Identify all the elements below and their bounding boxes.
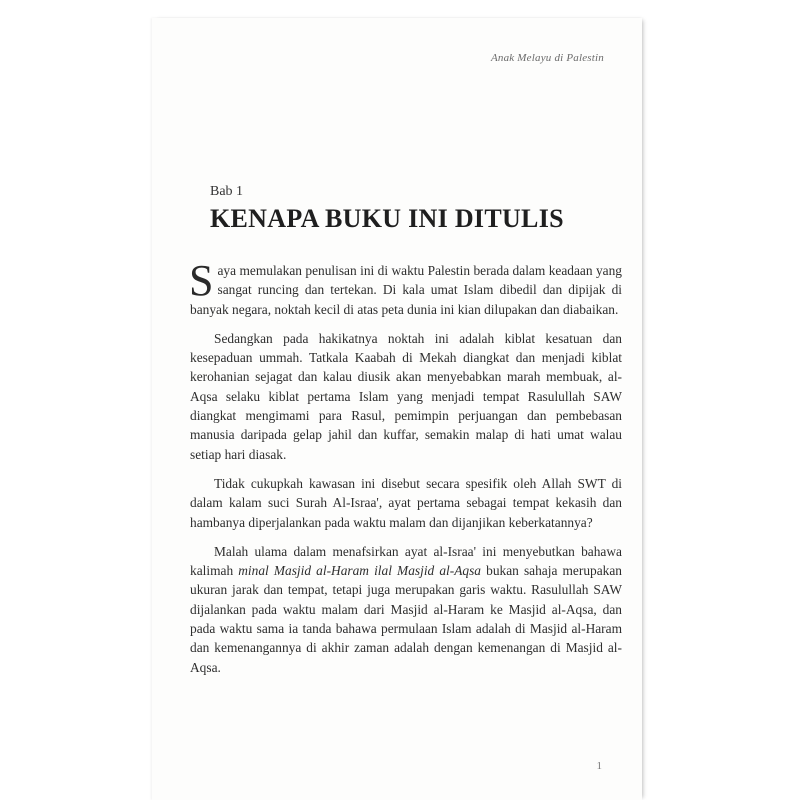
- paragraph-3: [190, 474, 622, 532]
- drop-cap: S: [189, 256, 214, 305]
- paragraph-3-text: Tidak cukupkah kawasan ini disebut secara spesifik oleh Allah SWT di dalam kalam suci Surah Al-Israa', ayat pertama sebagai tempat kekasih dan hambanya diperjalankan pada waktu malam dan dijanjikan keberkatannya?: [190, 475, 622, 530]
- paragraph-4-text-end: bukan sahaja merupakan ukuran jarak dan tempat, tetapi juga merupakan garis waktu. Rasulullah SAW dijalankan pada waktu malam dari Masjid al-Haram ke Masjid al-Aqsa, dan pada waktu sama ia tanda bahawa permulaan Islam adalah di Masjid al-Haram dan kemenangannya di akhir zaman adalah dengan kemenangan di Masjid al-Aqsa.: [190, 563, 623, 675]
- running-header: Anak Melayu di Palestin: [490, 52, 604, 64]
- book-page: [152, 18, 642, 800]
- page-number: 1: [596, 760, 602, 772]
- paragraph-2: [190, 329, 622, 464]
- paragraph-1-text: aya memulakan penulisan ini di waktu Palestin berada dalam keadaan yang sangat runcing dan tertekan. Di kala umat Islam dibedil dan dipijak di banyak negara, noktah kecil di atas peta dunia ini kian dilupakan dan diabaikan.: [190, 263, 622, 317]
- paragraph-4: [190, 542, 622, 677]
- chapter-label: Bab 1: [210, 184, 244, 199]
- body-text: [189, 256, 623, 687]
- paragraph-4-emphasis: minal Masjid al-Haram ilal Masjid al-Aqsa: [238, 563, 482, 579]
- paragraph-2-text: Sedangkan pada hakikatnya noktah ini adalah kiblat kesatuan dan kesepaduan ummah. Tatkala Kaabah di Mekah diangkat dan menjadi kiblat kerohanian sejagat dan kalau diusik akan menyebabkan marah membuak, al-Aqsa selaku kiblat pertama Islam yang menjadi tempat Rasulullah SAW diangkat mengimami para Rasul, pemimpin perjuangan dan pembebasan manusia daripada gelap jahil dan kuffar, semakin malap di hati umat walau setiap hari diasak.: [190, 330, 622, 462]
- paragraph-1: [189, 256, 622, 319]
- chapter-title: KENAPA BUKU INI DITULIS: [210, 204, 564, 233]
- paragraph-4-text-start: Malah ulama dalam menafsirkan ayat al-Israa' ini menyebutkan bahawa kalimah: [190, 543, 622, 579]
